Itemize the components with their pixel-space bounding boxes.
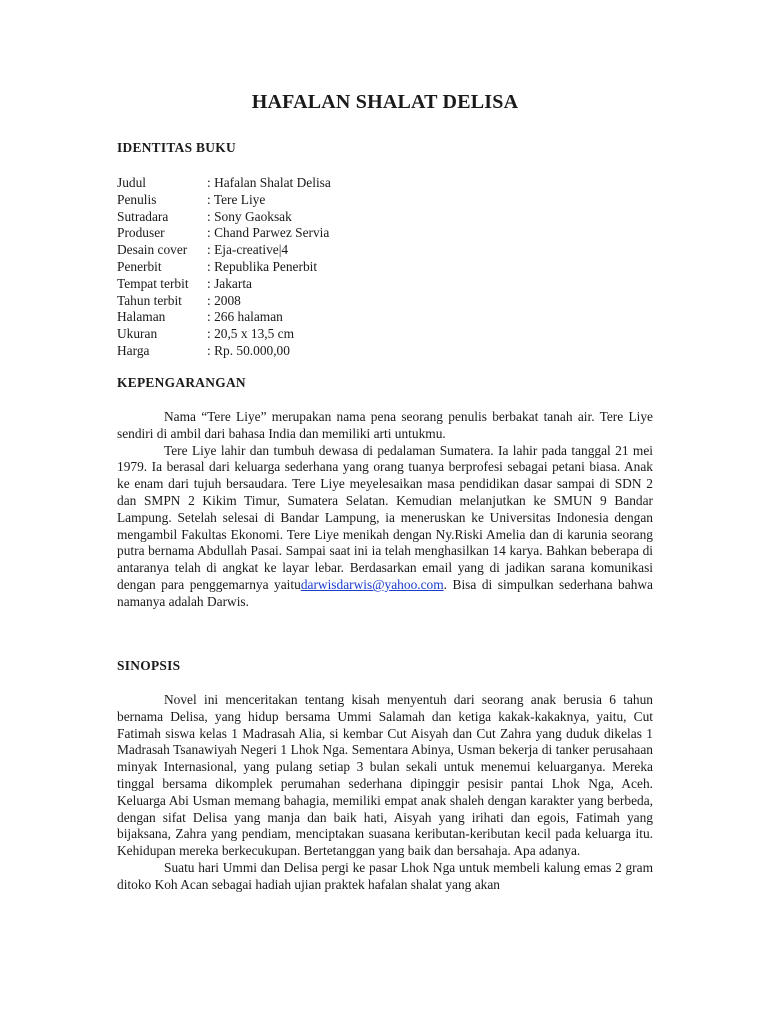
info-row (117, 259, 331, 276)
info-value: : Hafalan Shalat Delisa (207, 175, 331, 190)
info-label: Tempat terbit (117, 275, 189, 291)
section-heading-sinopsis: SINOPSIS (117, 658, 181, 673)
info-label: Produser (117, 225, 165, 241)
info-row (117, 309, 331, 326)
info-label: Halaman (117, 309, 166, 325)
paragraph-text: Tere Liye lahir dan tumbuh dewasa di pedalaman Sumatera. Ia lahir pada tanggal 21 mei 1979. Ia berasal dari keluarga sederhana yang orang tuanya berprofesi sebagai petani biasa. Anak ke enam dari tujuh bersaudara. Tere Liye meyelesaikan masa pendidikan dasar sampai di SDN 2 dan SMPN 2 Kikim Timur, Sumatera Selatan. Kemudian melanjutkan ke SMUN 9 Bandar Lampung. Setelah selesai di Bandar Lampung, ia meneruskan ke Universitas Indonesia dengan mengambil Fakultas Ekonomi. Tere Liye menikah dengan Ny.Riski Amelia dan di karunia seorang putra bernama Abdullah Pasai. Sampai saat ini ia telah menghasilkan 14 karya. Bahkan beberapa di antaranya telah di angkat ke layar lebar. Berdasarkan email yang di jadikan sarana komunikasi dengan para penggemarnya yaitu (117, 442, 653, 592)
info-row (117, 293, 331, 310)
section-heading-identitas: IDENTITAS BUKU (117, 140, 236, 155)
paragraph: Nama “Tere Liye” merupakan nama pena seorang penulis berbakat tanah air. Tere Liye sendiri di ambil dari bahasa India dan memiliki arti untukmu. (117, 409, 653, 441)
info-row (117, 242, 331, 259)
info-value: : 2008 (207, 292, 241, 308)
kepengarangan-body (117, 409, 653, 611)
info-value: : Jakarta (207, 275, 252, 291)
info-label: Penulis (117, 191, 157, 207)
info-value: : Sony Gaoksak (207, 208, 292, 224)
info-value: : Tere Liye (207, 191, 266, 207)
paragraph: Novel ini menceritakan tentang kisah menyentuh dari seorang anak berusia 6 tahun bernama Delisa, yang hidup bersama Ummi Salamah dan ketiga kakak-kakaknya, yaitu, Cut Fatimah siswa kelas 1 Madrasah Alia, si kembar Cut Aisyah dan Cut Zahra yang duduk dikelas 1 Madrasah Tsanawiyah Negeri 1 Lhok Nga. Sementara Abinya, Usman bekerja di tanker perusahaan minyak Internasional, yang pulang setiap 3 bulan sekali untuk menemui keluarganya. Mereka tinggal bersama dikomplek perumahan sederhana dipinggir pesisir pantai Lhok Nga, Aceh. Keluarga Abi Usman memang bahagia, memiliki empat anak shaleh dengan karakter yang berbeda, dengan sifat Delisa yang manja dan baik hati, Aisyah yang irihati dan egois, Fatimah yang bijaksana, Zahra yang pendiam, menciptakan suasana keributan-keributan kecil pada keluarga itu. Kehidupan mereka berkecukupan. Bertetanggan yang baik dan bersahaja. Apa adanya. (117, 692, 653, 859)
info-row (117, 192, 331, 209)
info-row (117, 175, 331, 192)
info-value: : Rp. 50.000,00 (207, 342, 290, 358)
paragraph: Suatu hari Ummi dan Delisa pergi ke pasar Lhok Nga untuk membeli kalung emas 2 gram ditoko Koh Acan sebagai hadiah ujian praktek hafalan shalat yang akan (117, 859, 653, 892)
info-value: : 266 halaman (207, 309, 283, 325)
paragraph (117, 443, 653, 611)
info-label: Judul (117, 175, 147, 190)
info-label: Sutradara (117, 208, 169, 224)
info-label: Harga (117, 342, 150, 358)
info-value: : Republika Penerbit (207, 258, 318, 274)
info-value: : 20,5 x 13,5 cm (207, 326, 295, 342)
email-link[interactable]: darwisdarwis@yahoo.com (300, 576, 444, 592)
info-value: : Chand Parwez Servia (207, 225, 330, 241)
paragraph-text: . Bisa di simpulkan sederhana bahwa namanya adalah Darwis. (117, 576, 654, 609)
info-label: Desain cover (117, 242, 188, 258)
sinopsis-body (117, 692, 653, 894)
info-row (117, 326, 331, 343)
info-row (117, 276, 331, 293)
info-value: : Eja-creative|4 (207, 242, 289, 258)
info-row (117, 225, 331, 242)
section-heading-kepengarangan: KEPENGARANGAN (117, 375, 246, 390)
document-title: HAFALAN SHALAT DELISA (251, 91, 519, 113)
info-label: Penerbit (117, 258, 162, 274)
info-label: Tahun terbit (117, 292, 182, 308)
info-label: Ukuran (117, 326, 158, 342)
info-row (117, 209, 331, 226)
info-row (117, 343, 331, 360)
book-info-table (117, 175, 331, 360)
